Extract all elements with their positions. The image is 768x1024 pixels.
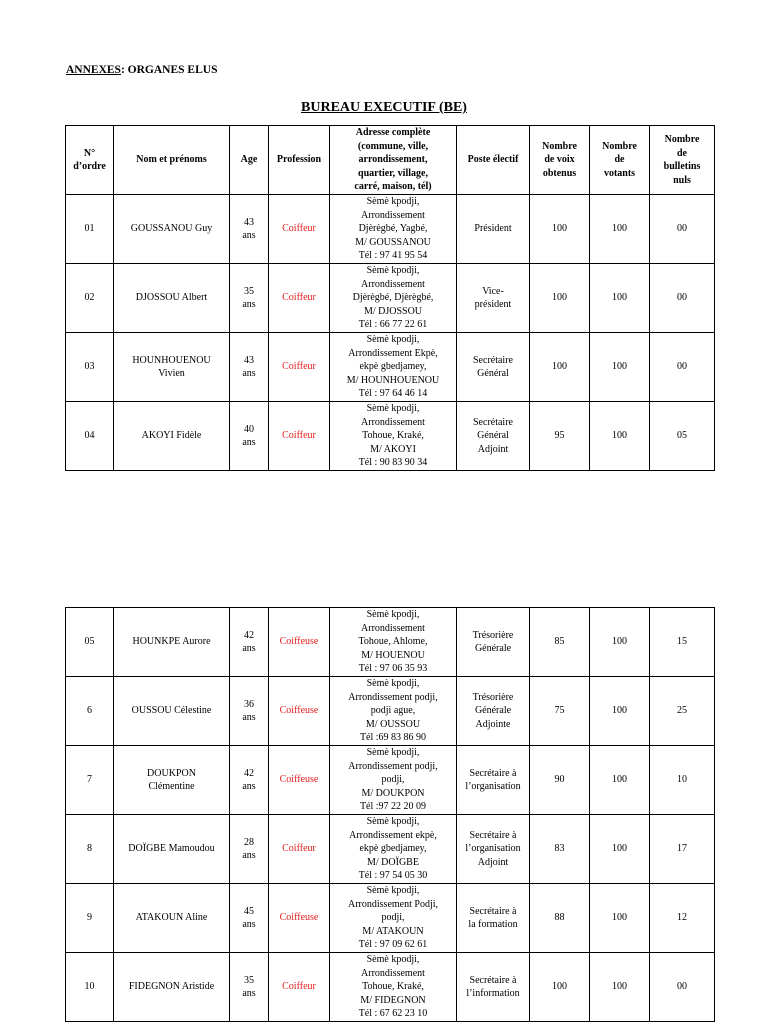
cell-votants: 100 xyxy=(590,402,650,471)
cell-line: obtenus xyxy=(542,167,577,179)
cell-profession: Coiffeuse xyxy=(269,608,330,677)
cell-line: DOUKPON xyxy=(147,767,196,779)
cell-line: de xyxy=(677,147,687,159)
cell-line: Tél : 97 64 46 14 xyxy=(358,388,428,400)
cell-nuls: 17 xyxy=(650,815,715,884)
cell-line: la formation xyxy=(468,919,518,930)
cell-age xyxy=(230,953,269,1022)
cell-line: DOÏGBE Mamoudou xyxy=(128,843,215,855)
cell-line: président xyxy=(474,299,512,310)
cell-adresse xyxy=(330,264,457,333)
table-row xyxy=(66,884,715,953)
cell-line: ans xyxy=(242,988,256,999)
table-row xyxy=(66,953,715,1022)
cell-line: Secrétaire à xyxy=(469,905,517,917)
cell-voix: 100 xyxy=(530,264,590,333)
cell-line: Arrondissement xyxy=(361,967,425,979)
cell-line: Secrétaire à xyxy=(469,974,517,986)
cell-line: M/ FIDEGNON xyxy=(360,994,426,1006)
cell-age xyxy=(230,608,269,677)
cell-line: 35 xyxy=(244,974,254,986)
cell-line: Tél : 97 41 95 54 xyxy=(358,250,428,262)
cell-adresse xyxy=(330,815,457,884)
cell-nom xyxy=(114,608,230,677)
cell-votants: 100 xyxy=(590,264,650,333)
cell-line: Djèrègbé, Yagbé, xyxy=(358,223,428,235)
cell-nom xyxy=(114,333,230,402)
cell-nom xyxy=(114,746,230,815)
cell-poste xyxy=(457,264,530,333)
cell-line: Général xyxy=(477,368,509,379)
cell-poste xyxy=(457,746,530,815)
cell-line: Générale xyxy=(474,643,512,654)
cell-line: Arrondissement Ekpè, xyxy=(348,347,438,359)
annex-label: ANNEXES xyxy=(66,64,121,76)
cell-adresse xyxy=(330,195,457,264)
cell-adresse xyxy=(330,608,457,677)
cell-line: Sèmè kpodji, xyxy=(366,678,420,690)
cell-line: podji, xyxy=(381,912,405,924)
header-age: Age xyxy=(230,126,269,195)
cell-line: Tél : 97 09 62 61 xyxy=(358,939,428,951)
cell-nuls: 10 xyxy=(650,746,715,815)
cell-line: ans xyxy=(242,437,256,448)
page-title: BUREAU EXECUTIF (BE) xyxy=(301,100,467,115)
cell-line: ans xyxy=(242,781,256,792)
cell-line: Tél :69 83 86 90 xyxy=(359,732,427,744)
cell-line: 42 xyxy=(244,629,254,641)
cell-adresse xyxy=(330,746,457,815)
cell-nom xyxy=(114,953,230,1022)
cell-line: Tohoue, Kraké, xyxy=(362,981,424,993)
cell-line: Tél : 90 83 90 34 xyxy=(358,457,428,469)
cell-age xyxy=(230,333,269,402)
cell-adresse xyxy=(330,402,457,471)
cell-nom xyxy=(114,677,230,746)
cell-line: nuls xyxy=(673,174,691,186)
cell-voix: 75 xyxy=(530,677,590,746)
cell-line: Tél :97 22 20 09 xyxy=(359,801,427,813)
cell-poste xyxy=(457,195,530,264)
cell-age xyxy=(230,677,269,746)
cell-line: Sèmè kpodji, xyxy=(366,954,420,966)
cell-line: Président xyxy=(474,223,512,235)
cell-ordre: 01 xyxy=(66,195,114,264)
annex-subtitle: : ORGANES ELUS xyxy=(120,64,218,76)
bureau-table-part2 xyxy=(65,607,715,1022)
cell-line: 28 xyxy=(244,836,254,848)
cell-ordre: 9 xyxy=(66,884,114,953)
cell-poste xyxy=(457,884,530,953)
cell-line: quartier, village, xyxy=(358,167,428,179)
cell-line: Tohoue, Kraké, xyxy=(362,430,424,442)
cell-ordre: 03 xyxy=(66,333,114,402)
cell-votants: 100 xyxy=(590,815,650,884)
cell-profession: Coiffeuse xyxy=(269,746,330,815)
cell-line: (commune, ville, xyxy=(357,140,429,152)
cell-poste xyxy=(457,402,530,471)
cell-nom xyxy=(114,402,230,471)
cell-line: Trésorière xyxy=(472,629,514,641)
cell-ordre: 10 xyxy=(66,953,114,1022)
cell-nom xyxy=(114,195,230,264)
table-row xyxy=(66,333,715,402)
cell-profession: Coiffeur xyxy=(269,815,330,884)
cell-line: podji, xyxy=(381,774,405,786)
cell-line: Arrondissement ekpè, xyxy=(349,829,437,841)
cell-poste xyxy=(457,677,530,746)
cell-line: ans xyxy=(242,230,256,241)
cell-line: ans xyxy=(242,368,256,379)
cell-line: ekpè gbedjamey, xyxy=(359,843,427,855)
cell-voix: 88 xyxy=(530,884,590,953)
cell-poste xyxy=(457,815,530,884)
cell-nom xyxy=(114,264,230,333)
cell-line: d’ordre xyxy=(73,161,106,172)
cell-line: 43 xyxy=(244,354,254,366)
cell-line: bulletins xyxy=(663,161,701,172)
cell-ordre: 05 xyxy=(66,608,114,677)
cell-nuls: 00 xyxy=(650,264,715,333)
header-ordre xyxy=(66,126,114,195)
cell-line: l’organisation xyxy=(465,843,521,855)
cell-line: Djèrègbé, Djèrègbé, xyxy=(352,292,434,304)
cell-poste xyxy=(457,608,530,677)
cell-ordre: 04 xyxy=(66,402,114,471)
cell-line: FIDEGNON Aristide xyxy=(128,981,215,993)
cell-nuls: 00 xyxy=(650,953,715,1022)
cell-line: ans xyxy=(242,850,256,861)
cell-age xyxy=(230,746,269,815)
header-profession: Profession xyxy=(269,126,330,195)
cell-votants: 100 xyxy=(590,333,650,402)
cell-line: Adjoint xyxy=(477,443,509,455)
cell-line: Tél : 66 77 22 61 xyxy=(358,319,428,331)
cell-voix: 100 xyxy=(530,953,590,1022)
header-voix xyxy=(530,126,590,195)
cell-line: Adjointe xyxy=(475,718,511,730)
cell-voix: 83 xyxy=(530,815,590,884)
header-votants xyxy=(590,126,650,195)
table-row xyxy=(66,264,715,333)
cell-line: 45 xyxy=(244,905,254,917)
cell-voix: 100 xyxy=(530,333,590,402)
cell-line: DJOSSOU Albert xyxy=(135,292,208,304)
cell-line: de xyxy=(614,154,625,166)
cell-profession: Coiffeur xyxy=(269,333,330,402)
cell-line: votants xyxy=(603,167,636,179)
cell-ordre: 02 xyxy=(66,264,114,333)
cell-adresse xyxy=(330,333,457,402)
cell-line: ans xyxy=(242,919,256,930)
cell-line: Tél : 67 62 23 10 xyxy=(358,1008,428,1020)
cell-profession: Coiffeur xyxy=(269,402,330,471)
cell-line: M/ HOUENOU xyxy=(361,649,425,661)
cell-line: Arrondissement xyxy=(361,416,425,428)
cell-line: Arrondissement xyxy=(361,278,425,290)
cell-line: ans xyxy=(242,643,256,654)
cell-profession: Coiffeuse xyxy=(269,884,330,953)
cell-profession: Coiffeur xyxy=(269,195,330,264)
cell-nuls: 15 xyxy=(650,608,715,677)
cell-line: Sèmè kpodji, xyxy=(366,265,420,277)
cell-voix: 85 xyxy=(530,608,590,677)
cell-line: Tohoue, Ahlome, xyxy=(358,636,428,648)
cell-profession: Coiffeuse xyxy=(269,677,330,746)
cell-votants: 100 xyxy=(590,746,650,815)
cell-nom xyxy=(114,884,230,953)
cell-line: Sèmè kpodji, xyxy=(366,403,420,415)
cell-votants: 100 xyxy=(590,677,650,746)
header-nuls xyxy=(650,126,715,195)
table-row xyxy=(66,608,715,677)
cell-line: HOUNKPE Aurore xyxy=(132,636,211,648)
cell-line: AKOYI Fidèle xyxy=(141,430,202,442)
cell-line: ans xyxy=(242,712,256,723)
cell-profession: Coiffeur xyxy=(269,953,330,1022)
cell-ordre: 8 xyxy=(66,815,114,884)
cell-line: Secrétaire à xyxy=(469,767,517,779)
cell-line: Vice- xyxy=(482,285,504,297)
cell-age xyxy=(230,402,269,471)
cell-line: ans xyxy=(242,299,256,310)
cell-line: Tél : 97 54 05 30 xyxy=(358,870,428,882)
cell-line: de voix xyxy=(544,154,575,166)
table-body-part1 xyxy=(66,195,715,471)
cell-line: 43 xyxy=(244,216,254,228)
cell-line: Nombre xyxy=(542,140,577,152)
cell-line: Arrondissement xyxy=(361,209,425,221)
cell-line: Nombre xyxy=(602,140,637,152)
cell-ordre: 6 xyxy=(66,677,114,746)
cell-line: podji ague, xyxy=(370,705,416,717)
header-poste: Poste électif xyxy=(457,126,530,195)
cell-line: Sèmè kpodji, xyxy=(366,747,420,759)
cell-line: Arrondissement podji, xyxy=(348,691,438,703)
bureau-table-part1 xyxy=(65,125,715,471)
cell-line: Nombre xyxy=(664,134,700,145)
cell-nuls: 12 xyxy=(650,884,715,953)
cell-adresse xyxy=(330,884,457,953)
cell-line: Sèmè kpodji, xyxy=(366,816,420,828)
cell-line: l’information xyxy=(466,988,520,999)
cell-line: M/ ATAKOUN xyxy=(362,925,424,937)
table-row xyxy=(66,677,715,746)
cell-age xyxy=(230,195,269,264)
cell-line: Adresse complète xyxy=(355,127,431,139)
cell-line: Arrondissement podji, xyxy=(348,760,438,772)
cell-line: M/ DJOSSOU xyxy=(363,305,423,317)
cell-ordre: 7 xyxy=(66,746,114,815)
cell-line: l’organisation xyxy=(465,781,521,792)
cell-nuls: 00 xyxy=(650,195,715,264)
cell-line: M/ HOUNHOUENOU xyxy=(346,374,440,386)
table-row xyxy=(66,815,715,884)
table-body-part2 xyxy=(66,608,715,1022)
cell-adresse xyxy=(330,677,457,746)
cell-line: Trésorière xyxy=(472,691,514,703)
cell-line: 42 xyxy=(244,767,254,779)
cell-line: Clémentine xyxy=(148,781,195,792)
cell-line: Général xyxy=(477,430,509,442)
cell-line: arrondissement, xyxy=(358,154,428,166)
cell-poste xyxy=(457,953,530,1022)
table-row xyxy=(66,402,715,471)
cell-line: 35 xyxy=(244,285,254,297)
cell-line: M/ DOUKPON xyxy=(361,787,425,799)
annex-heading xyxy=(66,64,217,76)
cell-poste xyxy=(457,333,530,402)
cell-line: Sèmè kpodji, xyxy=(366,334,420,346)
cell-line: Arrondissement xyxy=(361,622,425,634)
cell-line: M/ GOUSSANOU xyxy=(355,236,431,248)
cell-age xyxy=(230,884,269,953)
cell-profession: Coiffeur xyxy=(269,264,330,333)
cell-line: carré, maison, tél) xyxy=(354,181,432,193)
header-nom: Nom et prénoms xyxy=(114,126,230,195)
cell-age xyxy=(230,815,269,884)
table-row xyxy=(66,746,715,815)
cell-voix: 100 xyxy=(530,195,590,264)
cell-line: 40 xyxy=(244,423,254,435)
cell-line: N° xyxy=(83,147,96,159)
cell-line: GOUSSANOU Guy xyxy=(130,223,213,235)
cell-votants: 100 xyxy=(590,608,650,677)
cell-line: Arrondissement Podji, xyxy=(348,898,438,910)
cell-line: Sèmè kpodji, xyxy=(366,196,420,208)
cell-line: OUSSOU Célestine xyxy=(131,705,212,717)
cell-line: Secrétaire à xyxy=(469,829,517,841)
cell-votants: 100 xyxy=(590,884,650,953)
cell-line: ATAKOUN Aline xyxy=(135,912,208,924)
cell-line: Adjoint xyxy=(477,856,509,868)
cell-line: Tél : 97 06 35 93 xyxy=(358,663,428,675)
cell-line: ekpè gbedjamey, xyxy=(359,361,427,373)
table-row xyxy=(66,195,715,264)
cell-line: Sèmè kpodji, xyxy=(366,609,420,621)
cell-nom xyxy=(114,815,230,884)
cell-nuls: 05 xyxy=(650,402,715,471)
cell-nuls: 00 xyxy=(650,333,715,402)
cell-adresse xyxy=(330,953,457,1022)
cell-voix: 95 xyxy=(530,402,590,471)
cell-line: 36 xyxy=(244,698,254,710)
header-adresse xyxy=(330,126,457,195)
cell-line: M/ OUSSOU xyxy=(365,718,421,730)
cell-line: HOUNHOUENOU xyxy=(132,354,211,366)
cell-line: Vivien xyxy=(158,368,185,379)
cell-line: Secrétaire xyxy=(473,416,513,428)
cell-line: M/ DOÏGBE xyxy=(367,856,419,868)
cell-line: Secrétaire xyxy=(473,354,513,366)
cell-nuls: 25 xyxy=(650,677,715,746)
cell-voix: 90 xyxy=(530,746,590,815)
cell-votants: 100 xyxy=(590,953,650,1022)
table-header-row xyxy=(66,126,715,195)
cell-line: Générale xyxy=(474,705,512,717)
cell-votants: 100 xyxy=(590,195,650,264)
cell-age xyxy=(230,264,269,333)
cell-line: M/ AKOYI xyxy=(370,443,416,455)
cell-line: Sèmè kpodji, xyxy=(366,885,420,897)
